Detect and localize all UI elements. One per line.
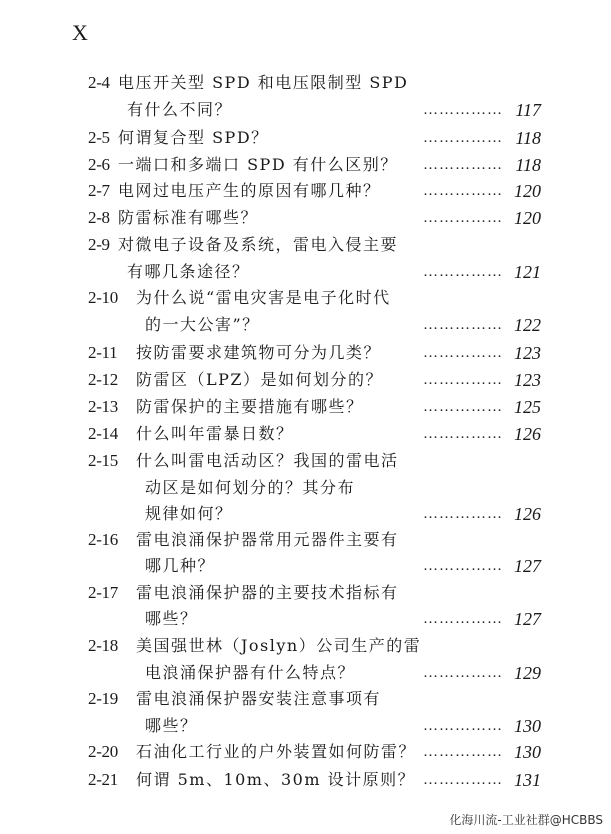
toc-entry-number: 2-12 <box>88 370 118 389</box>
toc-leader-dots: …………… <box>423 718 503 734</box>
toc-leader-dots: …………… <box>423 399 503 415</box>
toc-entry-number: 2-20 <box>88 742 118 761</box>
toc-entry-title: 有哪几条途径？ <box>127 262 250 281</box>
toc-line <box>0 232 611 258</box>
toc-leader-dots: …………… <box>423 102 503 118</box>
watermark: 化海川流-工业社群@HCBBS <box>449 813 603 827</box>
toc-entry-number: 2-21 <box>88 770 118 789</box>
toc-line <box>0 70 611 96</box>
toc-entry-title: 雷电浪涌保护器安装注意事项有 <box>136 689 382 708</box>
toc-entry-title: 有什么不同？ <box>127 100 233 119</box>
toc-entry-title: 哪几种？ <box>145 556 216 575</box>
toc-line <box>0 553 611 579</box>
toc-line <box>0 340 611 366</box>
toc-line <box>0 448 611 474</box>
toc-entry-number: 2-17 <box>88 583 118 602</box>
toc-leader-dots: …………… <box>423 665 503 681</box>
toc-line <box>0 367 611 393</box>
page-marker: X <box>72 20 89 45</box>
toc-leader-dots: …………… <box>423 210 503 226</box>
toc-entry-title: 什么叫年雷暴日数？ <box>136 424 294 443</box>
toc-page-number: 127 <box>514 556 541 576</box>
toc-line <box>0 125 611 151</box>
toc-entry-number: 2-4 <box>88 73 110 92</box>
toc-entry-number: 2-5 <box>88 128 110 147</box>
toc-page-number: 130 <box>514 716 541 736</box>
toc-entry-title: 电浪涌保护器有什么特点？ <box>145 663 356 682</box>
toc-page-number: 121 <box>514 262 541 282</box>
toc-entry-title: 电网过电压产生的原因有哪几种？ <box>118 181 381 200</box>
toc-entry-title: 规律如何？ <box>145 504 233 523</box>
toc-line <box>0 660 611 686</box>
toc-entry-title: 为什么说“雷电灾害是电子化时代 <box>136 288 391 307</box>
toc-page-number: 126 <box>514 424 541 444</box>
toc-entry-number: 2-10 <box>88 288 118 307</box>
toc-line <box>0 501 611 527</box>
toc-entry-title: 什么叫雷电活动区？我国的雷电活 <box>136 451 399 470</box>
toc-entry-title: 美国强世林（Joslyn）公司生产的雷 <box>136 636 422 655</box>
toc-entry-title: 石油化工行业的户外装置如何防雷？ <box>136 742 417 761</box>
toc-line <box>0 713 611 739</box>
toc-entry-number: 2-9 <box>88 235 110 254</box>
toc-line <box>0 739 611 765</box>
toc-line <box>0 686 611 712</box>
toc-page-number: 122 <box>514 315 541 335</box>
toc-entry-number: 2-6 <box>88 155 110 174</box>
toc-entry-number: 2-13 <box>88 397 118 416</box>
toc-line <box>0 178 611 204</box>
toc-entry-number: 2-15 <box>88 451 118 470</box>
toc-entry-title: 的一大公害”？ <box>145 315 260 334</box>
toc-leader-dots: …………… <box>423 345 503 361</box>
toc-entry-title: 对微电子设备及系统，雷电入侵主要 <box>118 235 399 254</box>
toc-line <box>0 767 611 793</box>
toc-page-number: 123 <box>514 343 541 363</box>
toc-page-number: 126 <box>514 504 541 524</box>
toc-entry-title: 雷电浪涌保护器的主要技术指标有 <box>136 583 399 602</box>
toc-line <box>0 285 611 311</box>
toc-entry-number: 2-19 <box>88 689 118 708</box>
toc-entry-title: 何谓复合型 SPD？ <box>118 128 269 147</box>
toc-page-number: 127 <box>514 609 541 629</box>
toc-line <box>0 97 611 123</box>
toc-page-number: 118 <box>515 155 541 175</box>
toc-entry-title: 电压开关型 SPD 和电压限制型 SPD <box>118 73 409 92</box>
toc-leader-dots: …………… <box>423 157 503 173</box>
toc-entry-title: 雷电浪涌保护器常用元器件主要有 <box>136 530 399 549</box>
toc-line <box>0 205 611 231</box>
toc-entry-title: 按防雷要求建筑物可分为几类？ <box>136 343 382 362</box>
toc-leader-dots: …………… <box>423 264 503 280</box>
toc-entry-title: 防雷区（LPZ）是如何划分的？ <box>136 370 384 389</box>
toc-leader-dots: …………… <box>423 130 503 146</box>
toc-entry-title: 防雷保护的主要措施有哪些？ <box>136 397 364 416</box>
toc-entry-title: 哪些？ <box>145 609 198 628</box>
toc-entry-number: 2-14 <box>88 424 118 443</box>
toc-line <box>0 312 611 338</box>
toc-leader-dots: …………… <box>423 317 503 333</box>
toc-leader-dots: …………… <box>423 506 503 522</box>
toc-entry-number: 2-7 <box>88 181 110 200</box>
toc-leader-dots: …………… <box>423 426 503 442</box>
toc-entry-number: 2-8 <box>88 208 110 227</box>
toc-leader-dots: …………… <box>423 183 503 199</box>
toc-entry-number: 2-11 <box>88 343 118 362</box>
toc-page-number: 117 <box>515 100 541 120</box>
toc-page-number: 123 <box>514 370 541 390</box>
toc-line <box>0 633 611 659</box>
toc-page-number: 130 <box>514 742 541 762</box>
toc-leader-dots: …………… <box>423 611 503 627</box>
toc-page-number: 118 <box>515 128 541 148</box>
toc-page-number: 120 <box>514 181 541 201</box>
toc-entry-title: 防雷标准有哪些？ <box>118 208 259 227</box>
toc-page-number: 125 <box>514 397 541 417</box>
toc-page-number: 120 <box>514 208 541 228</box>
toc-line <box>0 394 611 420</box>
toc-page-number: 131 <box>514 770 541 790</box>
toc-entry-number: 2-16 <box>88 530 118 549</box>
toc-leader-dots: …………… <box>423 772 503 788</box>
toc-page-number: 129 <box>514 663 541 683</box>
toc-line <box>0 152 611 178</box>
toc-leader-dots: …………… <box>423 744 503 760</box>
toc-leader-dots: …………… <box>423 558 503 574</box>
toc-entry-title: 何谓 5m、10m、30m 设计原则？ <box>136 770 416 789</box>
toc-line <box>0 259 611 285</box>
toc-entry-title: 一端口和多端口 SPD 有什么区别？ <box>118 155 398 174</box>
toc-entry-title: 动区是如何划分的？其分布 <box>145 478 356 497</box>
toc-entry-number: 2-18 <box>88 636 118 655</box>
toc-leader-dots: …………… <box>423 372 503 388</box>
toc-line <box>0 421 611 447</box>
toc-line <box>0 606 611 632</box>
toc-entry-title: 哪些？ <box>145 716 198 735</box>
toc-line <box>0 527 611 553</box>
toc-line <box>0 475 611 501</box>
toc-line <box>0 580 611 606</box>
